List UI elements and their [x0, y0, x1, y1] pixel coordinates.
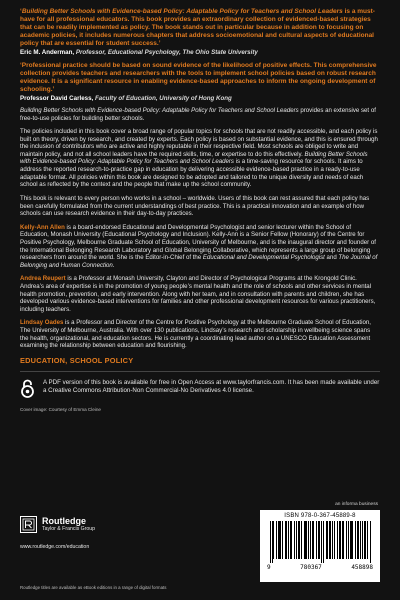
author-bio-oades — [20, 319, 380, 349]
barcode-bar — [313, 521, 314, 559]
barcode-bar — [357, 521, 358, 559]
isbn-barcode — [260, 510, 380, 582]
bio-text: is a Professor at Monash University, Clayton and Director of Psychological Programs at the Krongold Clinic. Andrea’s area of expertise is in the promotion of young people’s mental health and the role of schools and other services in mental health promotion, prevention, and early intervention. Along with her team, and in consultation with parents and children, she has developed various evidence-based interventions for families and other professional development resources for various practitioners, including teachers. — [20, 275, 376, 313]
bio-conjunction: and — [324, 254, 339, 262]
quote-text: is a must-have for all professional educators. This book provides an extraordinary collection of evidenced-based strategies that can be readily implemented as policy. The book stands out in particular because in addition to focusing on academic policies, it includes numerous chapters that address socioemotional and cultural aspects of educational policy that are essential for student success.’ — [20, 8, 375, 47]
barcode-bar — [332, 521, 333, 559]
quote-affiliation: Professor, Educational Psychology, The Ohio State University — [75, 48, 258, 56]
barcode-bar — [270, 521, 271, 563]
publisher-group: Taylor & Francis Group — [42, 525, 96, 532]
publisher-url[interactable]: www.routledge.com/education — [20, 544, 90, 550]
barcode-bar — [286, 521, 287, 559]
barcode-bar — [364, 521, 365, 559]
endorsement-quote-1 — [20, 8, 380, 56]
barcode-bar — [310, 521, 311, 559]
intro-book-title: Building Better Schools with Evidence-based Policy: Adaptable Policy for Teachers and School Leaders — [20, 107, 299, 115]
barcode-bars — [268, 521, 372, 563]
intro-paragraph — [20, 107, 380, 122]
isbn-number: ISBN 978-0-367-45889-8 — [284, 513, 356, 519]
barcode-bar — [339, 521, 340, 559]
quote-author: Professor David Carless — [20, 94, 92, 102]
author-name: Kelly-Ann Allen — [20, 223, 65, 231]
subject-category: EDUCATION, SCHOOL POLICY — [20, 355, 134, 365]
ebook-availability-note: Routledge titles are available as eBook editions in a range of digital formats — [20, 585, 167, 590]
barcode-bar — [321, 521, 322, 563]
open-access-text: A PDF version of this book is available for free in Open Access at www.taylorfrancis.com. It has been made available under a Creative Commons Attribution-Non Commercial-No Derivatives 4.0 license. — [43, 378, 380, 394]
barcode-bar — [362, 521, 363, 559]
routledge-logo-icon — [20, 516, 37, 533]
barcode-bar — [282, 521, 283, 559]
barcode-bar — [342, 521, 343, 559]
barcode-bar — [279, 521, 280, 559]
barcode-bar — [340, 521, 341, 559]
barcode-bar — [370, 521, 371, 563]
barcode-bar — [278, 521, 279, 559]
barcode-bar — [355, 521, 356, 559]
publisher-logo-block — [20, 516, 95, 533]
barcode-bar — [305, 521, 306, 559]
barcode-bar — [272, 521, 273, 563]
barcode-bar — [352, 521, 353, 559]
barcode-bar — [280, 521, 281, 559]
barcode-bar — [358, 521, 359, 559]
barcode-bar — [290, 521, 291, 559]
cover-image-credit: Cover image: Courtesy of Emma Cleine — [20, 406, 101, 412]
author-bio-allen — [20, 224, 380, 270]
author-bio-reupert — [20, 275, 380, 313]
barcode-digits — [265, 564, 375, 571]
barcode-bar — [306, 521, 307, 559]
publisher-name: Routledge — [42, 515, 86, 526]
barcode-digit-first: 9 — [267, 564, 271, 571]
barcode-bar — [304, 521, 305, 559]
quote-text: ‘Professional practice should be based on sound evidence of the likelihood of positive effects. This comprehensive collection provides teachers and researchers with the tools to implement school policies based on robust research evidence. It is a significant resource in enabling evidence-based approaches to inform the ongoing development of schooling.’ — [20, 62, 377, 93]
open-quote-mark: ‘ — [20, 8, 22, 15]
barcode-digit-group-2: 458898 — [351, 564, 373, 571]
quote-affiliation: Faculty of Education, University of Hong Kong — [95, 94, 232, 102]
barcode-bar — [350, 521, 351, 559]
barcode-bar — [318, 521, 319, 559]
barcode-bar — [351, 521, 352, 559]
informa-tagline: an informa business — [335, 502, 378, 507]
intro-text: provides an extensive set of free-to-use policies for building better schools. — [20, 107, 376, 122]
barcode-bar — [337, 521, 338, 559]
author-name: Lindsay Oades — [20, 319, 64, 327]
barcode-bar — [343, 521, 344, 559]
barcode-bar — [312, 521, 313, 559]
relevance-paragraph — [20, 195, 380, 218]
barcode-bar — [285, 521, 286, 559]
barcode-bar — [298, 521, 299, 559]
publisher-footer — [20, 502, 380, 590]
barcode-bar — [367, 521, 368, 559]
journal-title: Educational and Developmental Psychologist — [202, 254, 325, 262]
barcode-bar — [288, 521, 289, 559]
quote-book-title: Building Better Schools with Evidence-based Policy: Adaptable Policy for Teachers and School Leaders — [21, 8, 343, 15]
barcode-bar — [329, 521, 330, 559]
description-book-title: Building Better Schools with Evidence-based Policy: Adaptable Policy for Teachers and School Leaders — [20, 150, 368, 166]
barcode-bar — [301, 521, 302, 559]
description-paragraph — [20, 128, 380, 189]
open-access-notice — [20, 371, 380, 398]
open-access-lock-icon — [20, 379, 35, 398]
quote-attribution: Eric M. Anderman, Professor, Educational Psychology, The Ohio State University — [20, 48, 258, 56]
barcode-bar — [294, 521, 295, 559]
barcode-bar — [299, 521, 300, 559]
barcode-bar — [326, 521, 327, 559]
bio-text: is a Professor and Director of the Centre for Positive Psychology at the Melbourne Graduate School of Education, The University of Melbourne, Australia. With over 130 publications, Lindsay’s research and scholarship in wellbeing science spans the health, organizational, and education sectors. He is currently a coordinating lead author on a UNESCO Education Assessment examining the relationship between education and flourishing. — [20, 319, 371, 350]
barcode-bar — [327, 521, 328, 559]
barcode-bar — [365, 521, 366, 559]
barcode-bar — [330, 521, 331, 559]
barcode-bar — [323, 521, 324, 563]
barcode-digit-group-1: 780367 — [300, 564, 322, 571]
author-name: Andrea Reupert — [20, 275, 66, 283]
barcode-bar — [276, 521, 277, 559]
barcode-bar — [348, 521, 349, 559]
barcode-bar — [334, 521, 335, 559]
relevance-text: This book is relevant to every person who works in a school – worldwide. Users of this book can rest assured that each policy has been carefully formulated from the current understandings of best practice. This is a practical innovation and an example of how schools can use research evidence in their day-to-day practices. — [20, 194, 370, 218]
barcode-bar — [308, 521, 309, 559]
barcode-bar — [360, 521, 361, 559]
description-text-continued: is a time-saving resource for schools. It aims to address the reported research-to-practice gap in education by delivering accessible evidence-based practice in a ready-to-use adaptable format. All policies within this book are designed to be adopted and tailored to the unique diversity and needs of each school as reflected by the context and the people that make up the school community. — [20, 158, 364, 189]
bio-text: is a board-endorsed Educational and Developmental Psychologist and senior lecturer within the School of Education, Monash University (Educational Psychology and Inclusion). Kelly-Ann is a Senior Fellow (Honorary) of the Centre for Positive Psychology, Melbourne Graduate School of Education, University of Melbourne, and is the inaugural director and founder of the International Belonging Research Laboratory and Global Belonging Collaborative, which represents a large group of belonging researchers from around the world. She is the Editor-in-Chief of the — [20, 223, 376, 262]
barcode-bar — [291, 521, 292, 559]
barcode-bar — [296, 521, 297, 559]
quote-author: Eric M. Anderman — [20, 48, 73, 56]
description-text: The policies included in this book cover a broad range of popular topics for schools that are not readily accessible, and each policy is built on theory, driven by research, and created by experts. Each policy is based on substantial evidence, and this is ensured through the inclusion of contributors who are active and highly reputable in their respective field. Most schools are obliged to write and maintain policy, and not all school leaders have the required skills, time, or expertise to do this effectively. — [20, 128, 378, 158]
journal-title: The Journal of Belonging and Human Connection. — [20, 254, 378, 269]
barcode-bar — [346, 521, 347, 559]
barcode-bar — [319, 521, 320, 559]
quote-attribution: Professor David Carless, Faculty of Education, University of Hong Kong — [20, 94, 232, 102]
barcode-bar — [273, 521, 274, 559]
endorsement-quote-2 — [20, 62, 380, 102]
barcode-bar — [316, 521, 317, 559]
